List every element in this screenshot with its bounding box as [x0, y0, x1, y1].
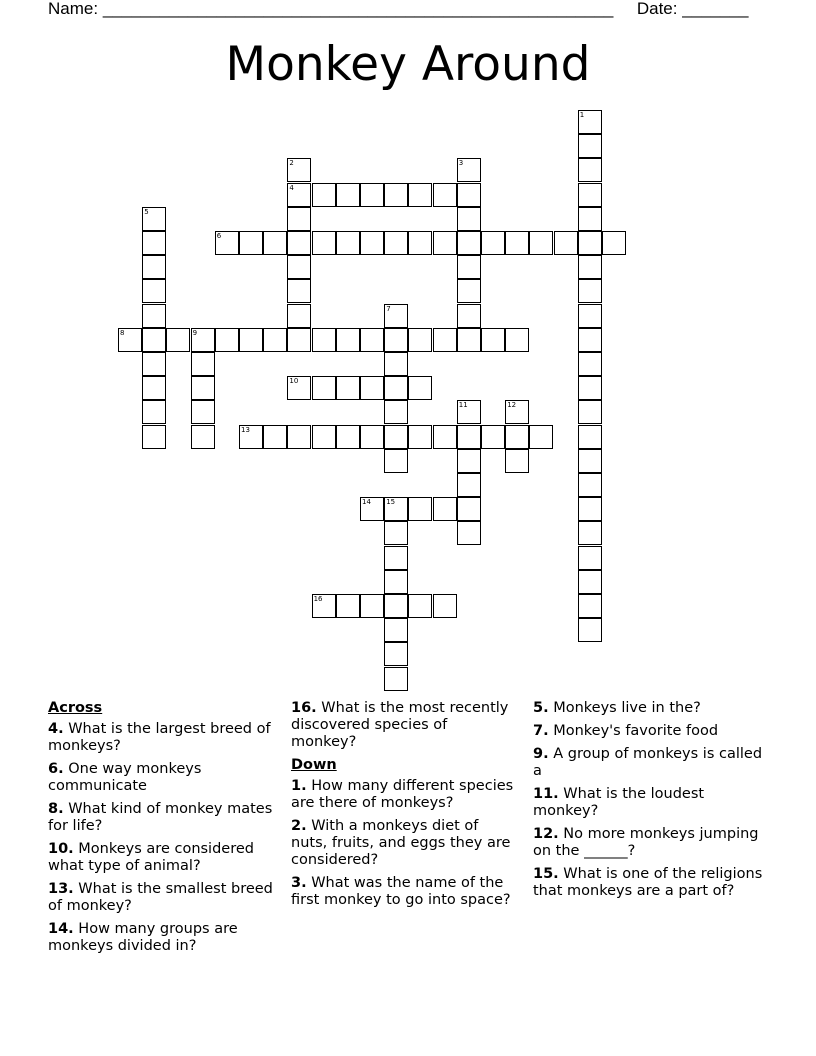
- grid-cell[interactable]: [457, 231, 481, 255]
- grid-cell[interactable]: [433, 183, 457, 207]
- grid-cell[interactable]: [433, 425, 457, 449]
- grid-cell[interactable]: [384, 231, 408, 255]
- grid-cell[interactable]: [408, 183, 432, 207]
- grid-cell[interactable]: [384, 352, 408, 376]
- clue-number-label: 14: [362, 498, 371, 507]
- grid-cell[interactable]: [142, 231, 166, 255]
- grid-cell[interactable]: [457, 449, 481, 473]
- clue-text: Monkey's favorite food: [548, 723, 719, 739]
- grid-cell[interactable]: [166, 328, 190, 352]
- clue: [291, 818, 516, 869]
- clue: [48, 761, 273, 795]
- clue: [48, 841, 273, 875]
- grid-cell[interactable]: [360, 594, 384, 618]
- grid-cell[interactable]: [578, 207, 602, 231]
- clue-number: 3.: [291, 875, 307, 891]
- clue-number: 12.: [533, 826, 559, 842]
- clue-number: 2.: [291, 818, 307, 834]
- clue-number: 1.: [291, 778, 307, 794]
- grid-cell[interactable]: [142, 279, 166, 303]
- grid-cell[interactable]: [578, 497, 602, 521]
- grid-cell[interactable]: [578, 279, 602, 303]
- grid-cell[interactable]: [263, 425, 287, 449]
- clue-number-label: 2: [289, 159, 294, 168]
- grid-cell[interactable]: [457, 497, 481, 521]
- grid-cell[interactable]: [287, 158, 311, 182]
- clue-column-3: [533, 700, 768, 906]
- grid-cell[interactable]: [287, 207, 311, 231]
- clue: [48, 921, 273, 955]
- grid-cell[interactable]: [287, 183, 311, 207]
- grid-cell[interactable]: [336, 425, 360, 449]
- clue-number-label: 11: [458, 401, 468, 410]
- grid-cell[interactable]: [215, 231, 239, 255]
- clue-number: 11.: [533, 786, 559, 802]
- grid-cell[interactable]: [287, 328, 311, 352]
- grid-cell[interactable]: [457, 183, 481, 207]
- grid-cell[interactable]: [578, 183, 602, 207]
- clue-text: With a monkeys diet of nuts, fruits, and eggs they are considered?: [291, 818, 511, 868]
- grid-cell[interactable]: [578, 304, 602, 328]
- grid-cell[interactable]: [408, 425, 432, 449]
- grid-cell[interactable]: [481, 328, 505, 352]
- grid-cell[interactable]: [578, 376, 602, 400]
- grid-cell[interactable]: [384, 618, 408, 642]
- grid-cell[interactable]: [578, 449, 602, 473]
- clue-text: What is the most recently discovered species of monkey?: [291, 700, 509, 750]
- clue-number-label: 13: [241, 425, 250, 434]
- clue-number: 15.: [533, 866, 559, 882]
- clue-text: How many groups are monkeys divided in?: [48, 921, 238, 954]
- grid-cell[interactable]: [287, 376, 311, 400]
- grid-cell[interactable]: [457, 304, 481, 328]
- grid-cell[interactable]: [336, 231, 360, 255]
- clue-text: What is the smallest breed of monkey?: [48, 881, 273, 914]
- clue-text: One way monkeys communicate: [48, 761, 202, 794]
- grid-cell[interactable]: [287, 304, 311, 328]
- grid-cell[interactable]: [578, 158, 602, 182]
- grid-cell[interactable]: [578, 425, 602, 449]
- grid-cell[interactable]: [336, 376, 360, 400]
- grid-cell[interactable]: [578, 352, 602, 376]
- grid-cell[interactable]: [336, 328, 360, 352]
- grid-cell[interactable]: [578, 110, 602, 134]
- grid-cell[interactable]: [384, 400, 408, 424]
- grid-cell[interactable]: [191, 400, 215, 424]
- grid-cell[interactable]: [457, 328, 481, 352]
- clue-column-2: [291, 700, 516, 915]
- clue-number: 14.: [48, 921, 74, 937]
- grid-cell[interactable]: [191, 425, 215, 449]
- grid-cell[interactable]: [384, 328, 408, 352]
- clue-text: Monkeys live in the?: [548, 700, 701, 716]
- clue-text: What is one of the religions that monkeys are a part of?: [533, 866, 763, 899]
- grid-cell[interactable]: [191, 352, 215, 376]
- date-line: _______: [682, 0, 749, 18]
- clue-number-label: 4: [289, 183, 294, 192]
- clue-number-label: 15: [386, 498, 396, 507]
- clue-column-1: [48, 700, 273, 961]
- clue-number: 5.: [533, 700, 549, 716]
- clue-text: Monkeys are considered what type of animal?: [48, 841, 254, 874]
- grid-cell[interactable]: [384, 304, 408, 328]
- grid-cell[interactable]: [263, 328, 287, 352]
- grid-cell[interactable]: [215, 328, 239, 352]
- grid-cell[interactable]: [312, 594, 336, 618]
- grid-cell[interactable]: [360, 425, 384, 449]
- grid-cell[interactable]: [287, 425, 311, 449]
- clue-number: 4.: [48, 721, 64, 737]
- grid-cell[interactable]: [384, 570, 408, 594]
- grid-cell[interactable]: [408, 376, 432, 400]
- grid-cell[interactable]: [578, 231, 602, 255]
- grid-cell[interactable]: [287, 231, 311, 255]
- grid-cell[interactable]: [505, 400, 529, 424]
- grid-cell[interactable]: [408, 231, 432, 255]
- section-title: Across: [48, 700, 103, 716]
- grid-cell[interactable]: [505, 449, 529, 473]
- grid-cell[interactable]: [360, 183, 384, 207]
- clue-number-label: 6: [216, 232, 222, 240]
- grid-cell[interactable]: [408, 328, 432, 352]
- grid-cell[interactable]: [384, 667, 408, 691]
- grid-cell[interactable]: [433, 231, 457, 255]
- clue: [48, 881, 273, 915]
- clue-number-label: 3: [458, 159, 464, 168]
- page-title: Monkey Around: [225, 37, 591, 92]
- clue-number-label: 16: [313, 595, 323, 603]
- grid-cell[interactable]: [384, 183, 408, 207]
- clue-number-label: 1: [579, 111, 585, 119]
- grid-cell[interactable]: [118, 328, 142, 352]
- grid-cell[interactable]: [142, 400, 166, 424]
- grid-cell[interactable]: [142, 207, 166, 231]
- grid-cell[interactable]: [578, 521, 602, 545]
- grid-cell[interactable]: [505, 425, 529, 449]
- clue: [533, 746, 768, 780]
- grid-cell[interactable]: [578, 618, 602, 642]
- clue-number: 8.: [48, 801, 64, 817]
- grid-cell[interactable]: [384, 449, 408, 473]
- grid-cell[interactable]: [312, 425, 336, 449]
- grid-cell[interactable]: [312, 231, 336, 255]
- clue-number: 7.: [533, 723, 549, 739]
- grid-cell[interactable]: [239, 231, 263, 255]
- grid-cell[interactable]: [457, 158, 481, 182]
- name-label: Name:: [48, 0, 99, 18]
- grid-cell[interactable]: [191, 328, 215, 352]
- grid-cell[interactable]: [287, 255, 311, 279]
- grid-cell[interactable]: [481, 425, 505, 449]
- clue-number-label: 10: [289, 377, 299, 386]
- grid-cell[interactable]: [142, 328, 166, 352]
- grid-cell[interactable]: [384, 521, 408, 545]
- grid-cell[interactable]: [578, 594, 602, 618]
- name-line: ______________________________________________________: [102, 0, 614, 18]
- grid-cell[interactable]: [408, 497, 432, 521]
- grid-cell[interactable]: [457, 521, 481, 545]
- grid-cell[interactable]: [457, 473, 481, 497]
- grid-cell[interactable]: [384, 376, 408, 400]
- grid-cell[interactable]: [433, 497, 457, 521]
- grid-cell[interactable]: [457, 400, 481, 424]
- grid-cell[interactable]: [457, 207, 481, 231]
- grid-cell[interactable]: [554, 231, 578, 255]
- grid-cell[interactable]: [142, 376, 166, 400]
- grid-cell[interactable]: [263, 231, 287, 255]
- clue-text: A group of monkeys is called a: [533, 746, 763, 779]
- grid-cell[interactable]: [578, 546, 602, 570]
- clue-number-label: 8: [120, 328, 125, 337]
- grid-cell[interactable]: [505, 328, 529, 352]
- grid-cell[interactable]: [457, 255, 481, 279]
- clue: [48, 721, 273, 755]
- grid-cell[interactable]: [602, 231, 626, 255]
- clue-number: 9.: [533, 746, 549, 762]
- grid-cell[interactable]: [142, 352, 166, 376]
- clue-number-label: 7: [386, 304, 391, 313]
- clue: [48, 801, 273, 835]
- grid-cell[interactable]: [360, 328, 384, 352]
- clue-number: 10.: [48, 841, 74, 857]
- clue-text: What is the largest breed of monkeys?: [48, 721, 271, 754]
- section-title: Down: [291, 757, 337, 773]
- date-label: Date:: [636, 0, 678, 18]
- clue-text: What was the name of the first monkey to go into space?: [291, 875, 511, 908]
- grid-cell[interactable]: [578, 134, 602, 158]
- grid-cell[interactable]: [384, 497, 408, 521]
- grid-cell[interactable]: [384, 594, 408, 618]
- grid-cell[interactable]: [384, 425, 408, 449]
- clue-number: 6.: [48, 761, 64, 777]
- clue-text: No more monkeys jumping on the ______?: [533, 826, 759, 859]
- grid-cell[interactable]: [142, 255, 166, 279]
- grid-cell[interactable]: [336, 183, 360, 207]
- grid-cell[interactable]: [433, 328, 457, 352]
- grid-cell[interactable]: [433, 594, 457, 618]
- grid-cell[interactable]: [142, 304, 166, 328]
- clue-number-label: 9: [192, 328, 198, 337]
- grid-cell[interactable]: [287, 279, 311, 303]
- grid-cell[interactable]: [336, 594, 360, 618]
- grid-cell[interactable]: [505, 231, 529, 255]
- grid-cell[interactable]: [457, 279, 481, 303]
- clue: [533, 786, 768, 820]
- clue: [533, 723, 768, 740]
- clue-number-label: 12: [507, 401, 517, 410]
- grid-cell[interactable]: [239, 425, 263, 449]
- clue-text: What is the loudest monkey?: [533, 786, 705, 819]
- grid-cell[interactable]: [360, 231, 384, 255]
- grid-cell[interactable]: [457, 425, 481, 449]
- grid-cell[interactable]: [142, 425, 166, 449]
- clue: [533, 700, 768, 717]
- grid-cell[interactable]: [578, 328, 602, 352]
- grid-cell[interactable]: [312, 328, 336, 352]
- grid-cell[interactable]: [578, 570, 602, 594]
- clue: [291, 778, 516, 812]
- clue: [291, 700, 516, 751]
- clue-number: 13.: [48, 881, 74, 897]
- clue: [533, 826, 768, 860]
- grid-cell[interactable]: [578, 255, 602, 279]
- grid-cell[interactable]: [384, 642, 408, 666]
- grid-cell[interactable]: [408, 594, 432, 618]
- grid-cell[interactable]: [384, 546, 408, 570]
- grid-cell[interactable]: [578, 473, 602, 497]
- grid-cell[interactable]: [191, 376, 215, 400]
- grid-cell[interactable]: [360, 376, 384, 400]
- grid-cell[interactable]: [481, 231, 505, 255]
- grid-cell[interactable]: [312, 376, 336, 400]
- grid-cell[interactable]: [529, 425, 553, 449]
- clue: [291, 875, 516, 909]
- grid-cell[interactable]: [578, 400, 602, 424]
- clue: [533, 866, 768, 900]
- grid-cell[interactable]: [529, 231, 553, 255]
- grid-cell[interactable]: [360, 497, 384, 521]
- clue-number-label: 5: [144, 207, 149, 216]
- clue-text: How many different species are there of monkeys?: [291, 778, 514, 811]
- clue-text: What kind of monkey mates for life?: [48, 801, 273, 834]
- grid-cell[interactable]: [239, 328, 263, 352]
- clue-number: 16.: [291, 700, 317, 716]
- grid-cell[interactable]: [312, 183, 336, 207]
